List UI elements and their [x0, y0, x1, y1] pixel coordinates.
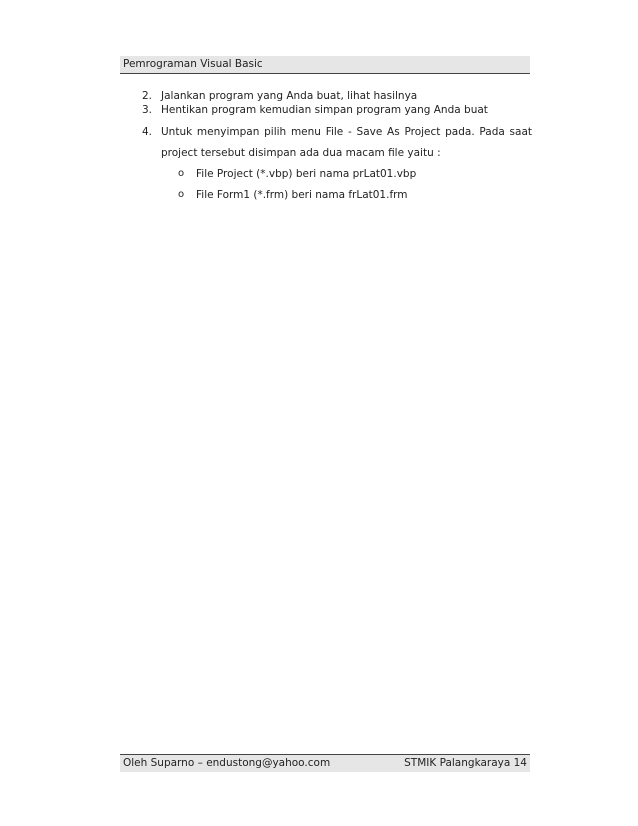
list-item-text: project tersebut disimpan ada dua macam file yaitu :: [161, 147, 441, 159]
list-item-number: 4.: [142, 126, 153, 138]
header-title: Pemrograman Visual Basic: [123, 58, 263, 70]
list-item-number: 3.: [142, 104, 153, 116]
list-item-text: Jalankan program yang Anda buat, lihat hasilnya: [161, 90, 418, 102]
sub-list-item-text: File Form1 (*.frm) beri nama frLat01.frm: [196, 189, 408, 201]
list-item-text: Hentikan program kemudian simpan program yang Anda buat: [161, 104, 488, 116]
sub-list-item-text: File Project (*.vbp) beri nama prLat01.vbp: [196, 168, 417, 180]
page-header: [120, 56, 530, 74]
list-item-text: Untuk menyimpan pilih menu File - Save As Project pada. Pada saat: [161, 126, 532, 138]
footer-author: Oleh Suparno – endustong@yahoo.com: [123, 757, 331, 769]
bullet-icon: o: [178, 168, 185, 179]
footer-page-label: STMIK Palangkaraya 14: [404, 757, 527, 769]
page-footer: [120, 754, 530, 772]
bullet-icon: o: [178, 189, 185, 200]
list-item-number: 2.: [142, 90, 153, 102]
